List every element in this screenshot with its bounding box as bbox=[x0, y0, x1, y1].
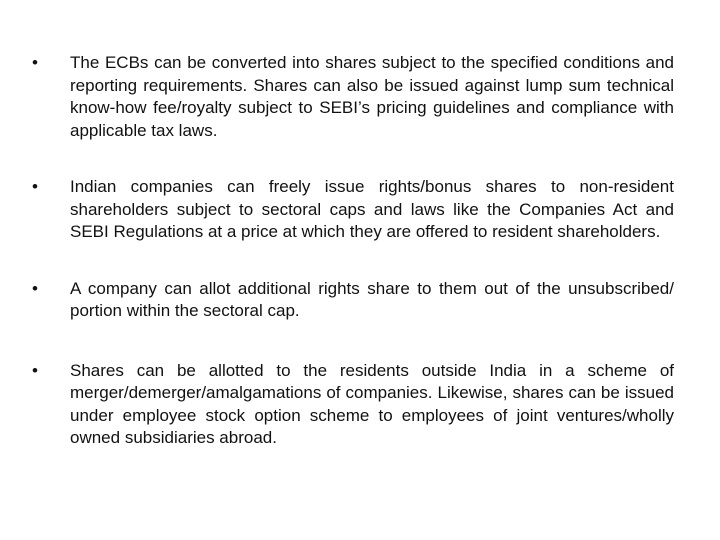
bullet-list bbox=[28, 52, 674, 484]
bullet-dot-icon: • bbox=[32, 360, 38, 380]
bullet-text: Shares can be allotted to the residents outside India in a scheme of merger/demerger/amalgamations of companies. Likewise, shares can be issued under employee stock option scheme to employees of joint ventures/wholly owned subsidiaries abroad. bbox=[70, 360, 674, 447]
bullet-item-additional-rights bbox=[28, 278, 674, 323]
bullet-dot-icon: • bbox=[32, 278, 38, 298]
bullet-text: Indian companies can freely issue rights/bonus shares to non-resident shareholders subject to sectoral caps and laws like the Companies Act and SEBI Regulations at a price at which they are offered to resident shareholders. bbox=[70, 177, 674, 241]
bullet-item-rights-bonus-shares bbox=[28, 176, 674, 244]
bullet-item-ecb-conversion bbox=[28, 52, 674, 142]
bullet-dot-icon: • bbox=[32, 177, 38, 196]
bullet-text: The ECBs can be converted into shares subject to the specified conditions and reporting requirements. Shares can also be issued against lump sum technical know-how fee/royalty subject to SEBI’s pricing guidelines and compliance with applicable tax laws. bbox=[70, 53, 674, 140]
bullet-text: A company can allot additional rights share to them out of the unsubscribed/ portion within the sectoral cap. bbox=[70, 278, 674, 320]
bullet-item-merger-esop bbox=[28, 360, 674, 450]
bullet-dot-icon: • bbox=[32, 53, 38, 72]
